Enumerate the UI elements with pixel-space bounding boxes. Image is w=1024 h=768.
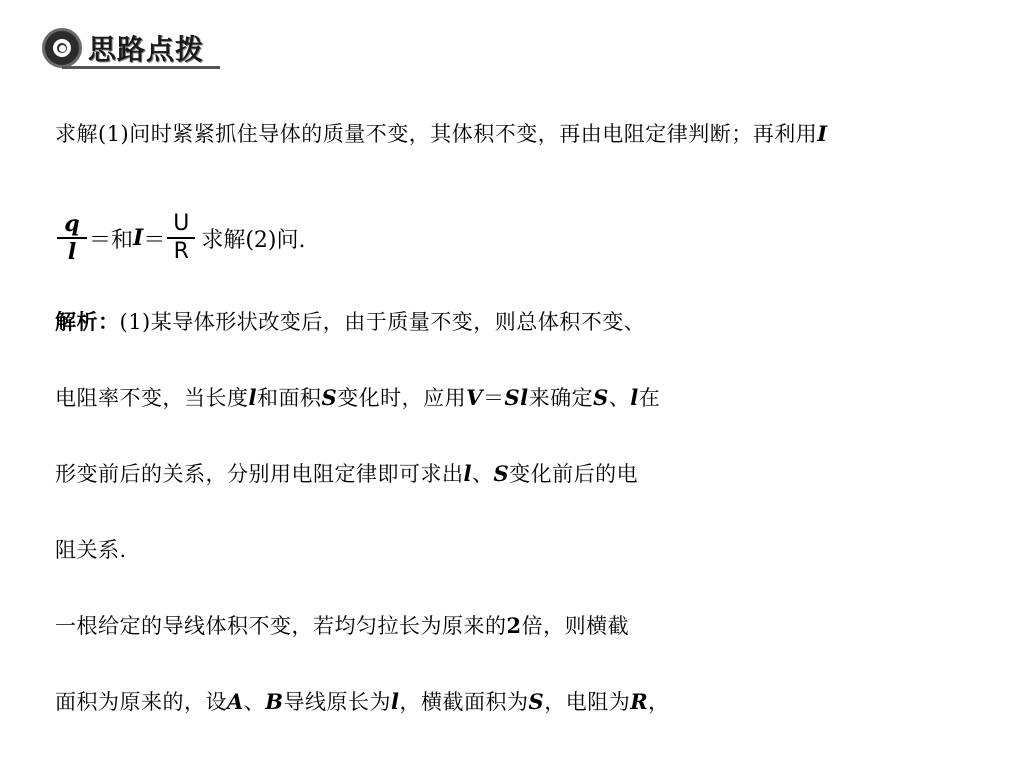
analysis-label: 解析： (55, 309, 120, 334)
fraction-q-over-l: $\frac{q}{l}$ (57, 212, 87, 264)
analysis-line-5: 一根给定的导线体积不变，若均匀拉长为原来的2倍，则横截 (55, 613, 630, 638)
analysis-line-6: 面积为原来的，设A、B导线原长为l，横截面积为S，电阻为R， (55, 689, 670, 714)
analysis-line-4: 阻关系. (55, 538, 127, 562)
section-header (42, 26, 204, 70)
header-underline (62, 66, 220, 69)
analysis-line-1: 解析：(1)某导体形状改变后，由于质量不变，则总体积不变、 (55, 309, 646, 334)
fraction-u-over-r: $\frac{U}{R}$ (167, 212, 195, 264)
hint-formula-line: $\frac{q}{l}$ ＝和 I ＝ $\frac{U}{R}$ 求解(2)问. (55, 212, 306, 264)
section-title: 思路点拨 (88, 33, 205, 66)
analysis-line-3: 形变前后的关系，分别用电阻定律即可求出l、S变化前后的电 (55, 461, 639, 486)
analysis-line-2: 电阻率不变，当长度l和面积S变化时，应用V＝Sl来确定S、l在 (55, 385, 661, 410)
hint-line-1: 求解(1)问时紧紧抓住导体的质量不变，其体积不变，再由电阻定律判断；再利用I (55, 121, 828, 146)
lens-icon (42, 28, 82, 68)
